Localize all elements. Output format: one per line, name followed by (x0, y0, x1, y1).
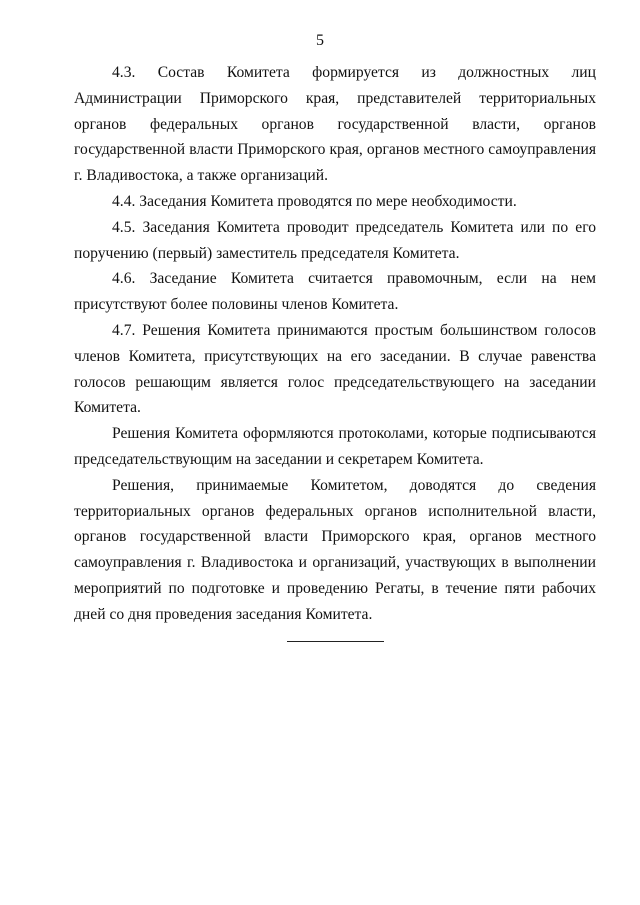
paragraph-4-4: 4.4. Заседания Комитета проводятся по мере необходимости. (112, 192, 517, 210)
end-separator-line (287, 641, 384, 642)
paragraph-4-3: 4.3. Состав Комитета формируется из должностных лиц Администрации Приморского края, представителей территориальных органов федеральных органов государственной власти, органов государственной власти Приморского края, органов местного самоуправления г. Владивостока, а также организаций. (74, 64, 596, 185)
paragraph-4-7: 4.7. Решения Комитета принимаются простым большинством голосов членов Комитета, присутствующих на его заседании. В случае равенства голосов решающим является голос председательствующего на заседании Комитета. (74, 321, 596, 417)
paragraph-notification: Решения, принимаемые Комитетом, доводятся до сведения территориальных органов федеральных органов исполнительной власти, органов государственной власти Приморского края, органов местного самоуправления г. Владивостока и организаций, участвующих в выполнении мероприятий по подготовке и проведению Регаты, в течение пяти рабочих дней со дня проведения заседания Комитета. (74, 476, 596, 623)
paragraph-4-5: 4.5. Заседания Комитета проводит председатель Комитета или по его поручению (первый) заместитель председателя Комитета. (74, 218, 596, 262)
document-body (74, 60, 596, 628)
paragraph-protocols: Решения Комитета оформляются протоколами, которые подписываются председательствующим на заседании и секретарем Комитета. (74, 425, 596, 468)
paragraph-4-6: 4.6. Заседание Комитета считается правомочным, если на нем присутствуют более половины членов Комитета. (74, 270, 596, 314)
page-number: 5 (316, 32, 324, 49)
